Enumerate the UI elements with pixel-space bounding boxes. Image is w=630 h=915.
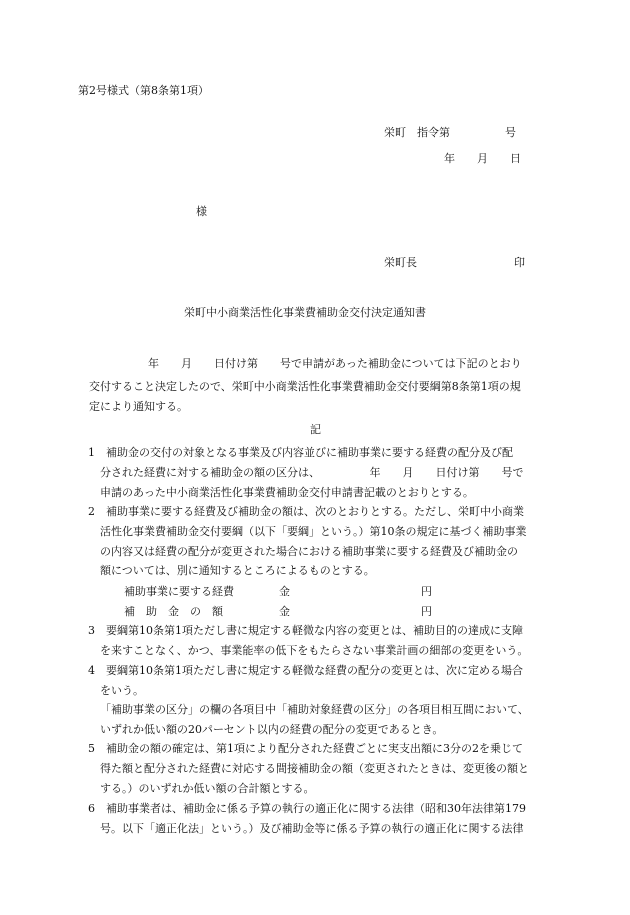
item-line: いずれか低い額の20パーセント以内の経費の配分の変更であるとき。 xyxy=(100,723,444,736)
intro-line: 年 月 日付け第 号で申請があった補助金については下記のとおり xyxy=(148,357,522,370)
item-line: する。）のいずれか低い額の合計額とする。 xyxy=(100,782,315,795)
amount-kin: 金 xyxy=(279,585,290,598)
item-line: 号。以下「適正化法」という。）及び補助金等に係る予算の執行の適正化に関する法律 xyxy=(100,822,524,835)
amount-label: 補助事業に要する経費 xyxy=(124,585,234,598)
item-line: 活性化事業費補助金交付要綱（以下「要綱」という。）第10条の規定に基づく補助事業 xyxy=(100,525,527,538)
item-line: 3 要綱第10条第1項ただし書に規定する軽微な内容の変更とは、補助目的の達成に支障 xyxy=(88,624,523,637)
amount-unit: 円 xyxy=(421,585,432,598)
item-line: を来すことなく、かつ、事業能率の低下をもたらさない事業計画の細部の変更をいう。 xyxy=(100,644,529,657)
intro-line: 定により通知する。 xyxy=(89,400,188,413)
item-line: 「補助事業の区分」の欄の各項目中「補助対象経費の区分」の各項目相互間において、 xyxy=(100,703,529,716)
ki-heading: 記 xyxy=(310,423,321,436)
document-title: 栄町中小商業活性化事業費補助金交付決定通知書 xyxy=(184,306,426,319)
recipient-honorific: 様 xyxy=(196,205,207,218)
issuer-name: 栄町長 xyxy=(384,256,417,269)
issue-date: 年 月 日 xyxy=(444,152,521,165)
item-line: 分された経費に対する補助金の額の区分は、 年 月 日付け第 号で xyxy=(100,466,524,479)
item-line: 6 補助事業者は、補助金に係る予算の執行の適正化に関する法律（昭和30年法律第179 xyxy=(88,802,526,815)
amount-label: 補 助 金 の 額 xyxy=(124,605,223,618)
item-line: 1 補助金の交付の対象となる事業及び内容並びに補助事業に要する経費の配分及び配 xyxy=(88,446,513,459)
item-line: 4 要綱第10条第1項ただし書に規定する軽微な経費の配分の変更とは、次に定める場合 xyxy=(88,664,523,677)
item-line: 5 補助金の額の確定は、第1項により配分された経費ごとに実支出額に3分の2を乗じて xyxy=(88,742,523,755)
intro-line: 交付すること決定したので、栄町中小商業活性化事業費補助金交付要綱第8条第1項の規 xyxy=(89,380,521,393)
item-line: をいう。 xyxy=(100,684,144,697)
item-line: 申請のあった中小商業活性化事業費補助金交付申請書記載のとおりとする。 xyxy=(100,486,474,499)
form-label: 第2号様式（第8条第1項） xyxy=(78,84,209,97)
seal-mark: 印 xyxy=(514,256,525,269)
reference-number: 栄町 指令第 号 xyxy=(384,126,516,139)
item-line: 2 補助事業に要する経費及び補助金の額は、次のとおりとする。ただし、栄町中小商業 xyxy=(88,505,524,518)
amount-kin: 金 xyxy=(279,605,290,618)
amount-unit: 円 xyxy=(421,605,432,618)
item-line: 額については、別に通知するところによるものとする。 xyxy=(100,564,375,577)
item-line: 得た額と配分された経費に対応する間接補助金の額（変更されたときは、変更後の額と xyxy=(100,762,529,775)
item-line: の内容又は経費の配分が変更された場合における補助事業に要する経費及び補助金の xyxy=(100,545,518,558)
